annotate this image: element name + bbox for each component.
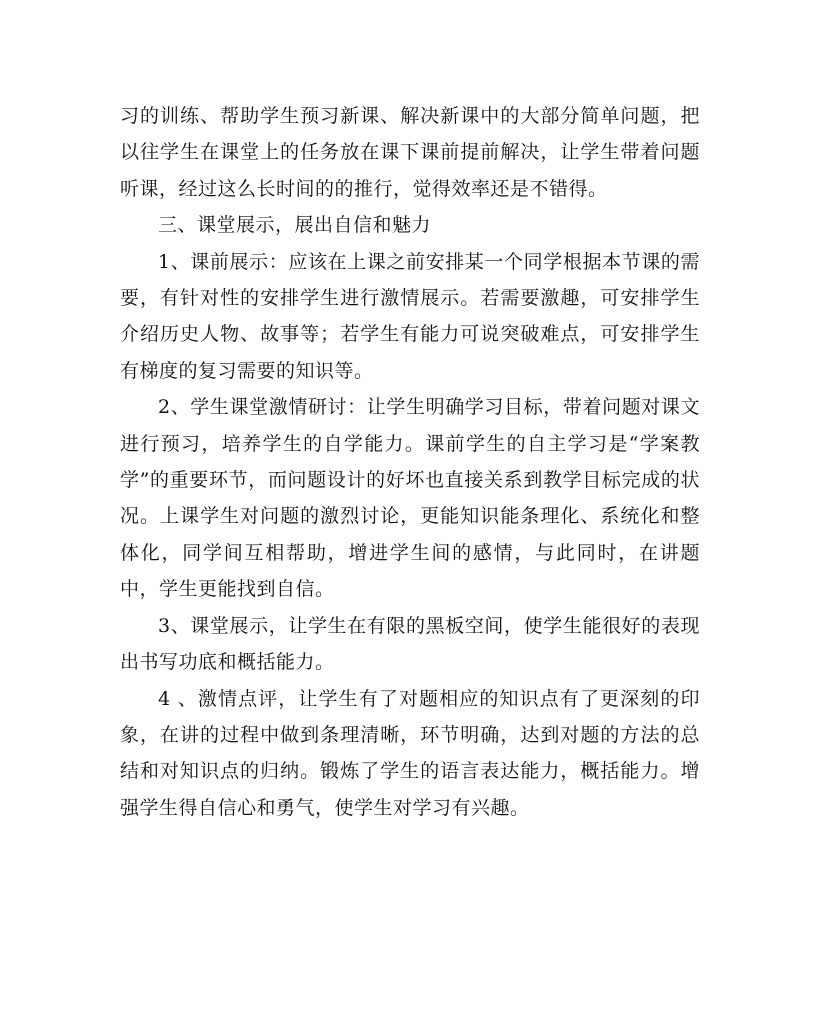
paragraph-passionate-review: 4 、激情点评，让学生有了对题相应的知识点有了更深刻的印象，在讲的过程中做到条理清晰，环节明确，达到对题的方法的总结和对知识点的归纳。锻炼了学生的语言表达能力，概括能力。增强学生得自信心和勇气，使学生对学习有兴趣。 [120,687,700,819]
paragraph-class-discussion: 2、学生课堂激情研讨：让学生明确学习目标，带着问题对课文进行预习，培养学生的自学能力。课前学生的自主学习是“学案教学”的重要环节，而问题设计的好坏也直接关系到教学目标完成的状况。上课学生对问题的激烈讨论，更能知识能条理化、系统化和整体化，同学间互相帮助，增进学生间的感情，与此同时，在讲题中，学生更能找到自信。 [120,396,700,601]
paragraph-blackboard-display: 3、课堂展示，让学生在有限的黑板空间，使学生能很好的表现出书写功底和概括能力。 [120,614,700,674]
document-body [120,98,700,826]
paragraph-pre-class-display: 1、课前展示：应该在上课之前安排某一个同学根据本节课的需要，有针对性的安排学生进行激情展示。若需要激趣，可安排学生介绍历史人物、故事等；若学生有能力可说突破难点，可安排学生有梯度的复习需要的知识等。 [120,250,700,382]
paragraph-continuation: 习的训练、帮助学生预习新课、解决新课中的大部分简单问题，把以往学生在课堂上的任务放在课下课前提前解决，让学生带着问题听课，经过这么长时间的的推行，觉得效率还是不错得。 [120,105,700,200]
section-heading-classroom-display: 三、课堂展示，展出自信和魅力 [158,214,432,237]
